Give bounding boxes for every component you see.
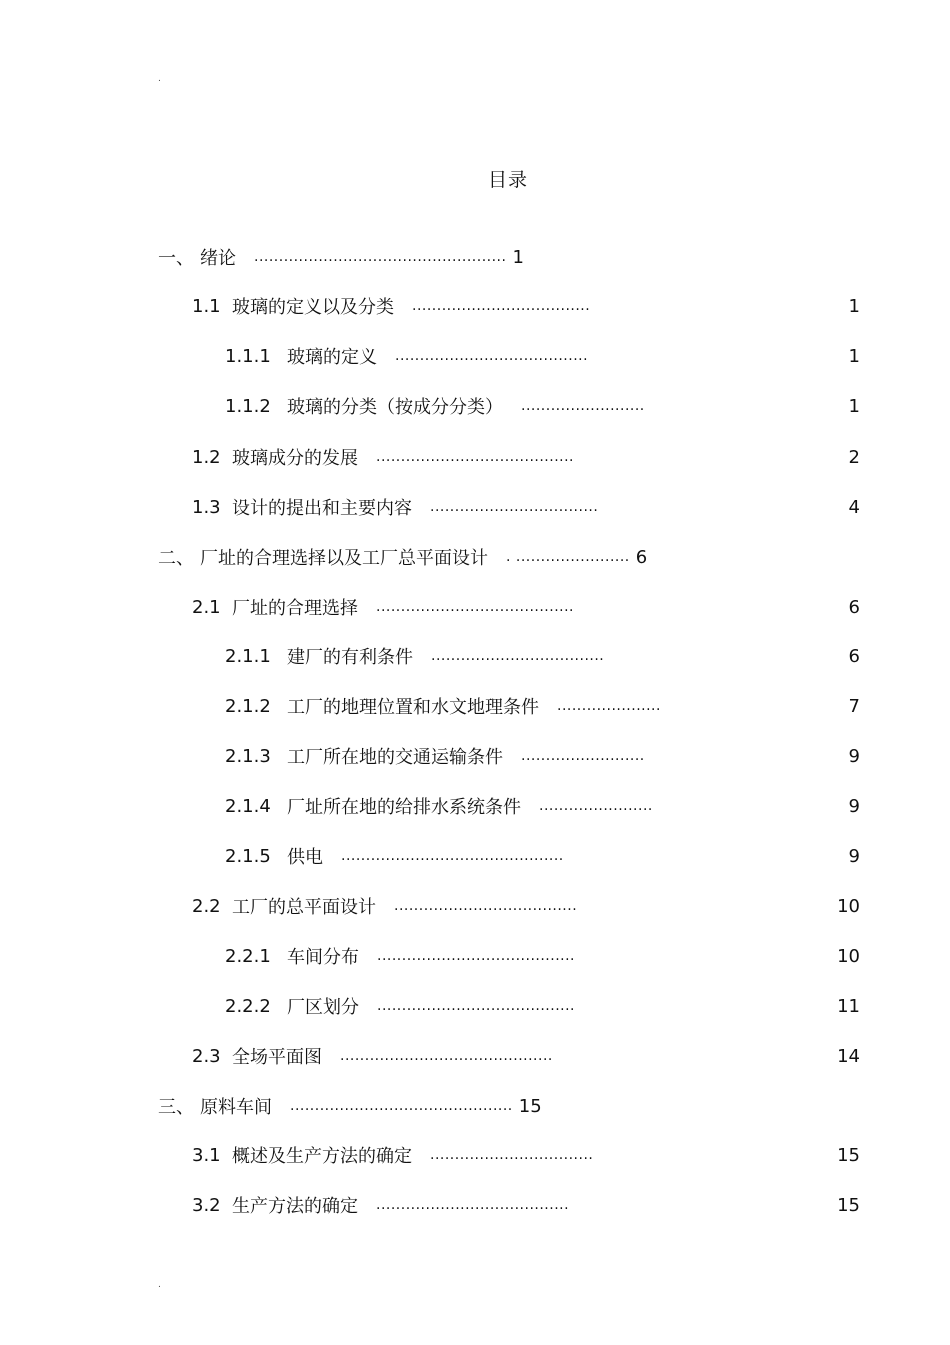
toc-entry[interactable] — [225, 991, 575, 1021]
toc-entry-number: 1.3 — [192, 496, 221, 518]
toc-entry-page-number: 9 — [848, 845, 860, 867]
toc-entry-leader-dots: . ....................... — [506, 549, 630, 565]
toc-entry-number: 2.1.5 — [225, 845, 271, 867]
toc-entry[interactable] — [225, 841, 564, 871]
toc-entry[interactable] — [192, 291, 590, 321]
toc-entry-page-number: 10 — [837, 945, 860, 967]
toc-entry-page-number: 6 — [848, 645, 860, 667]
toc-entry-number: 2.2.1 — [225, 945, 271, 967]
toc-entry-page-number: 14 — [837, 1045, 860, 1067]
toc-entry-page-number: 7 — [848, 695, 860, 717]
toc-entry[interactable] — [225, 641, 604, 671]
toc-entry-number: 3.2 — [192, 1194, 221, 1216]
toc-entry[interactable] — [158, 242, 524, 272]
toc-entry-number: 2.1.1 — [225, 645, 271, 667]
toc-entry-number: 2.1.4 — [225, 795, 271, 817]
toc-entry-number: 2.3 — [192, 1045, 221, 1067]
toc-entry-leader-dots: ........................................... — [340, 1048, 553, 1064]
toc-entry-page-number: 6 — [635, 546, 648, 568]
toc-entry-number: 2.2.2 — [225, 995, 271, 1017]
toc-entry[interactable] — [225, 941, 575, 971]
toc-entry-leader-dots: ............................................. — [341, 848, 564, 864]
toc-entry[interactable] — [192, 492, 598, 522]
toc-entry-leader-dots: ....................................... — [376, 1197, 570, 1213]
toc-entry-page-number: 15 — [837, 1194, 860, 1216]
toc-entry-page-number: 11 — [837, 995, 860, 1017]
toc-entry-label: 工厂所在地的交通运输条件 — [287, 747, 503, 768]
toc-entry-page-number: 2 — [848, 446, 860, 468]
toc-entry[interactable] — [192, 592, 574, 622]
toc-entry-number: 2.1 — [192, 596, 221, 618]
toc-entry-page-number: 1 — [512, 246, 524, 268]
toc-entry-leader-dots: ......................... — [521, 398, 645, 414]
toc-entry[interactable] — [192, 1140, 593, 1170]
toc-entry-leader-dots: ..................................... — [394, 898, 578, 914]
toc-entry-label: 车间分布 — [287, 947, 359, 968]
toc-entry-number: 1.1.2 — [225, 395, 271, 417]
toc-entry-label: 绪论 — [200, 248, 236, 269]
toc-title: 目录 — [487, 169, 528, 191]
toc-entry-page-number: 9 — [848, 795, 860, 817]
toc-entry[interactable] — [225, 691, 661, 721]
toc-entry-label: 概述及生产方法的确定 — [232, 1146, 412, 1167]
toc-entry-leader-dots: ........................................ — [377, 998, 576, 1014]
toc-entry-label: 原料车间 — [200, 1097, 272, 1118]
toc-entry-number: 三、 — [158, 1097, 194, 1118]
toc-entry-label: 厂址的合理选择 — [232, 598, 358, 619]
toc-entry-number: 1.1 — [192, 295, 221, 317]
toc-entry-leader-dots: ....................................... — [395, 348, 589, 364]
toc-entry-label: 玻璃的分类（按成分分类） — [287, 397, 503, 418]
toc-entry[interactable] — [225, 741, 645, 771]
toc-entry-leader-dots: ................................... — [431, 648, 605, 664]
toc-entry-label: 厂址所在地的给排水系统条件 — [287, 797, 521, 818]
toc-entry-number: 1.1.1 — [225, 345, 271, 367]
toc-entry-label: 玻璃的定义以及分类 — [232, 297, 394, 318]
toc-entry-label: 工厂的总平面设计 — [232, 897, 376, 918]
toc-entry-page-number: 1 — [848, 395, 860, 417]
toc-entry-number: 2.1.3 — [225, 745, 271, 767]
toc-entry-number: 1.2 — [192, 446, 221, 468]
toc-entry-leader-dots: ....................... — [539, 798, 653, 814]
toc-entry-label: 全场平面图 — [232, 1047, 322, 1068]
toc-entry[interactable] — [225, 391, 645, 421]
toc-entry-page-number: 15 — [518, 1095, 542, 1117]
toc-entry-number: 二、 — [158, 548, 194, 569]
toc-entry-leader-dots: .................................... — [412, 298, 591, 314]
toc-entry[interactable] — [225, 341, 588, 371]
toc-entry-leader-dots: .................................. — [430, 499, 599, 515]
toc-entry-leader-dots: ......................... — [521, 748, 645, 764]
toc-entry-page-number: 9 — [848, 745, 860, 767]
toc-entry-page-number: 1 — [848, 345, 860, 367]
toc-entry-page-number: 10 — [837, 895, 860, 917]
toc-entry-label: 工厂的地理位置和水文地理条件 — [287, 697, 539, 718]
toc-entry-label: 建厂的有利条件 — [287, 647, 413, 668]
toc-entry-leader-dots: ........................................ — [377, 948, 576, 964]
toc-entry[interactable] — [158, 542, 647, 572]
toc-entry-label: 玻璃的定义 — [287, 347, 377, 368]
toc-entry-leader-dots: ........................................ — [376, 599, 575, 615]
toc-entry-leader-dots: ..................... — [557, 698, 661, 714]
toc-entry-page-number: 6 — [848, 596, 860, 618]
toc-entry[interactable] — [192, 1190, 569, 1220]
toc-entry-leader-dots: ............................................. — [290, 1098, 513, 1114]
top-page-mark: . — [158, 74, 161, 84]
toc-entry-label: 设计的提出和主要内容 — [232, 498, 412, 519]
toc-entry-label: 玻璃成分的发展 — [232, 448, 358, 469]
toc-entry[interactable] — [158, 1091, 542, 1121]
toc-entry-label: 供电 — [287, 847, 323, 868]
toc-entry[interactable] — [192, 891, 577, 921]
toc-entry-number: 一、 — [158, 248, 194, 269]
toc-entry-page-number: 15 — [837, 1144, 860, 1166]
toc-entry-leader-dots: ................................................... — [254, 249, 507, 265]
toc-entry-label: 生产方法的确定 — [232, 1196, 358, 1217]
toc-entry-page-number: 1 — [848, 295, 860, 317]
toc-entry-number: 2.2 — [192, 895, 221, 917]
toc-entry-label: 厂址的合理选择以及工厂总平面设计 — [200, 548, 488, 569]
toc-entry[interactable] — [225, 791, 653, 821]
toc-entry-page-number: 4 — [848, 496, 860, 518]
toc-entry[interactable] — [192, 442, 574, 472]
toc-entry-label: 厂区划分 — [287, 997, 359, 1018]
toc-entry-number: 2.1.2 — [225, 695, 271, 717]
bottom-page-mark: . — [158, 1280, 161, 1290]
toc-entry-leader-dots: ........................................ — [376, 449, 575, 465]
toc-entry-number: 3.1 — [192, 1144, 221, 1166]
toc-entry[interactable] — [192, 1041, 553, 1071]
toc-entry-leader-dots: ................................. — [430, 1147, 594, 1163]
